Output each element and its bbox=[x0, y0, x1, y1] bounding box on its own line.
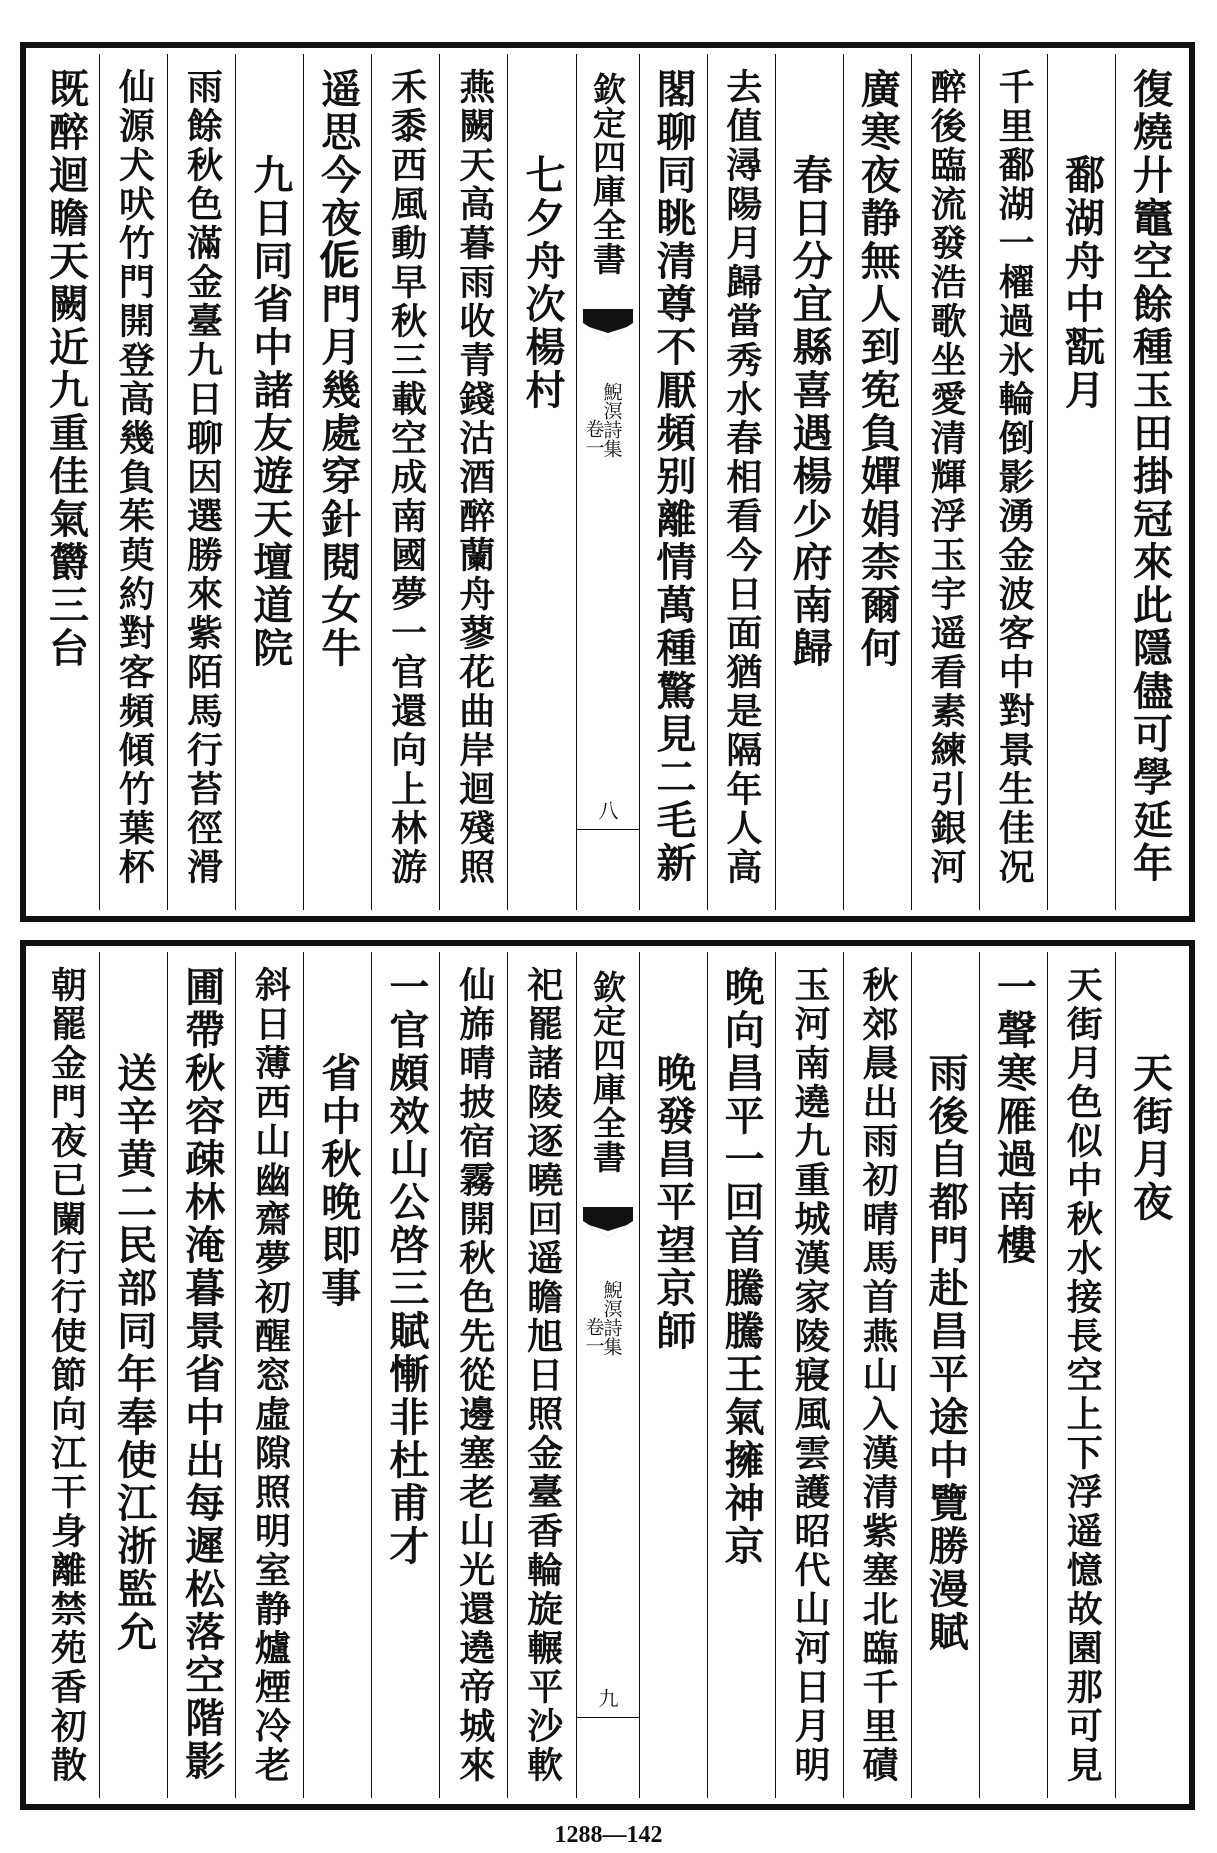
collection-title: 鯢溟詩集 bbox=[600, 382, 623, 458]
poem-title-column: 春日分宜縣喜遇楊少府南歸 bbox=[775, 54, 843, 910]
text-column: 既醉迴瞻天闕近九重佳氣欝三台 bbox=[42, 68, 90, 670]
text-column: 燕闕天高暮雨收青錢沽酒醉蘭舟蓼花曲岸迴殘照 bbox=[439, 54, 507, 910]
page-number: 九 bbox=[595, 1688, 619, 1708]
text-column: 天街月色似中秋水接長空上下浮遥憶故園那可見 bbox=[1047, 952, 1115, 1798]
volume-label: 卷一 bbox=[582, 419, 605, 457]
divider bbox=[577, 829, 639, 830]
text-column: 玉河南遶九重城漢家陵寢風雲護昭代山河日月明 bbox=[775, 952, 843, 1798]
text-column: 圃帶秋容疎林淹暮景省中出每遲松落空階影 bbox=[167, 952, 235, 1798]
text-column: 一官頗效山公啓三賦慚非杜甫才 bbox=[371, 952, 439, 1798]
bottom-page-columns bbox=[32, 952, 1183, 1798]
fish-tail-mark-icon bbox=[583, 309, 633, 345]
text-column: 仙旆晴披宿霧開秋色先從邊塞老山光還遶帝城來 bbox=[439, 952, 507, 1798]
text-column: 遥思今夜𠈁門月幾處穿針閱女牛 bbox=[303, 54, 371, 910]
center-fold-column bbox=[576, 952, 639, 1798]
book-title: 欽定四庫全書 bbox=[588, 72, 627, 276]
text-column: 去值潯陽月歸當秀水春相看今日面猶是隔年人高 bbox=[707, 54, 775, 910]
text-column: 千里鄱湖一櫂過氷輪倒影湧金波客中對景生佳况 bbox=[979, 54, 1047, 910]
page-number: 八 bbox=[595, 800, 619, 820]
center-fold-column bbox=[576, 54, 639, 910]
top-page-columns bbox=[32, 54, 1183, 910]
poem-title-column: 鄱湖舟中翫月 bbox=[1047, 54, 1115, 910]
text-column: 斜日薄西山幽齋夢初醒窓虛隙照明室静爐煙冷老 bbox=[235, 952, 303, 1798]
book-title: 欽定四庫全書 bbox=[588, 970, 627, 1174]
text-column: 雨餘秋色滿金臺九日聊因選勝來紫陌馬行苔徑滑 bbox=[167, 54, 235, 910]
text-column: 閣聊同眺清尊不厭頻别離情萬種驚見二毛新 bbox=[639, 54, 707, 910]
volume-label: 卷一 bbox=[582, 1317, 605, 1355]
text-column: 醉後臨流發浩歌坐愛清輝浮玉宇遥看素練引銀河 bbox=[911, 54, 979, 910]
poem-title-column: 九日同省中諸友遊天壇道院 bbox=[235, 54, 303, 910]
bottom-page bbox=[20, 940, 1195, 1810]
fish-tail-mark-icon bbox=[583, 1207, 633, 1243]
divider bbox=[577, 1717, 639, 1718]
poem-title-column: 雨後自都門赴昌平途中覽勝漫賦 bbox=[911, 952, 979, 1798]
text-column: 禾黍西風動早秋三載空成南國夢一官還向上林游 bbox=[371, 54, 439, 910]
text-column: 廣寒夜静無人到𡨚負嬋娟柰爾何 bbox=[843, 54, 911, 910]
poem-title-column: 省中秋晚即事 bbox=[303, 952, 371, 1798]
poem-title-column: 七夕舟次楊村 bbox=[507, 54, 575, 910]
text-column: 復燒廾竈空餘種玉田掛冠來此隱儘可學延年 bbox=[1115, 54, 1183, 910]
text-column: 晚向昌平一回首騰騰王氣擁神京 bbox=[707, 952, 775, 1798]
text-column: 仙源犬吠竹門開登高幾負茱萸約對客頻傾竹葉杯 bbox=[99, 54, 167, 910]
text-column: 朝罷金門夜已闌行行使節向江干身離禁苑香初散 bbox=[45, 966, 88, 1785]
text-column: 一聲寒雁過南樓 bbox=[979, 952, 1047, 1798]
poem-title-column: 晚發昌平望京師 bbox=[639, 952, 707, 1798]
top-page bbox=[20, 42, 1195, 922]
text-column: 秋郊晨出雨初晴馬首燕山入漢清紫塞北臨千里磧 bbox=[843, 952, 911, 1798]
footer-page-code: 1288—142 bbox=[554, 1822, 663, 1848]
text-column: 祀罷諸陵逐曉回遥瞻旭日照金臺香輪旋輾平沙軟 bbox=[507, 952, 575, 1798]
poem-title-column: 天街月夜 bbox=[1115, 952, 1183, 1798]
collection-title: 鯢溟詩集 bbox=[600, 1280, 623, 1356]
poem-title-column: 送辛黄二民部同年奉使江浙監允 bbox=[99, 952, 167, 1798]
